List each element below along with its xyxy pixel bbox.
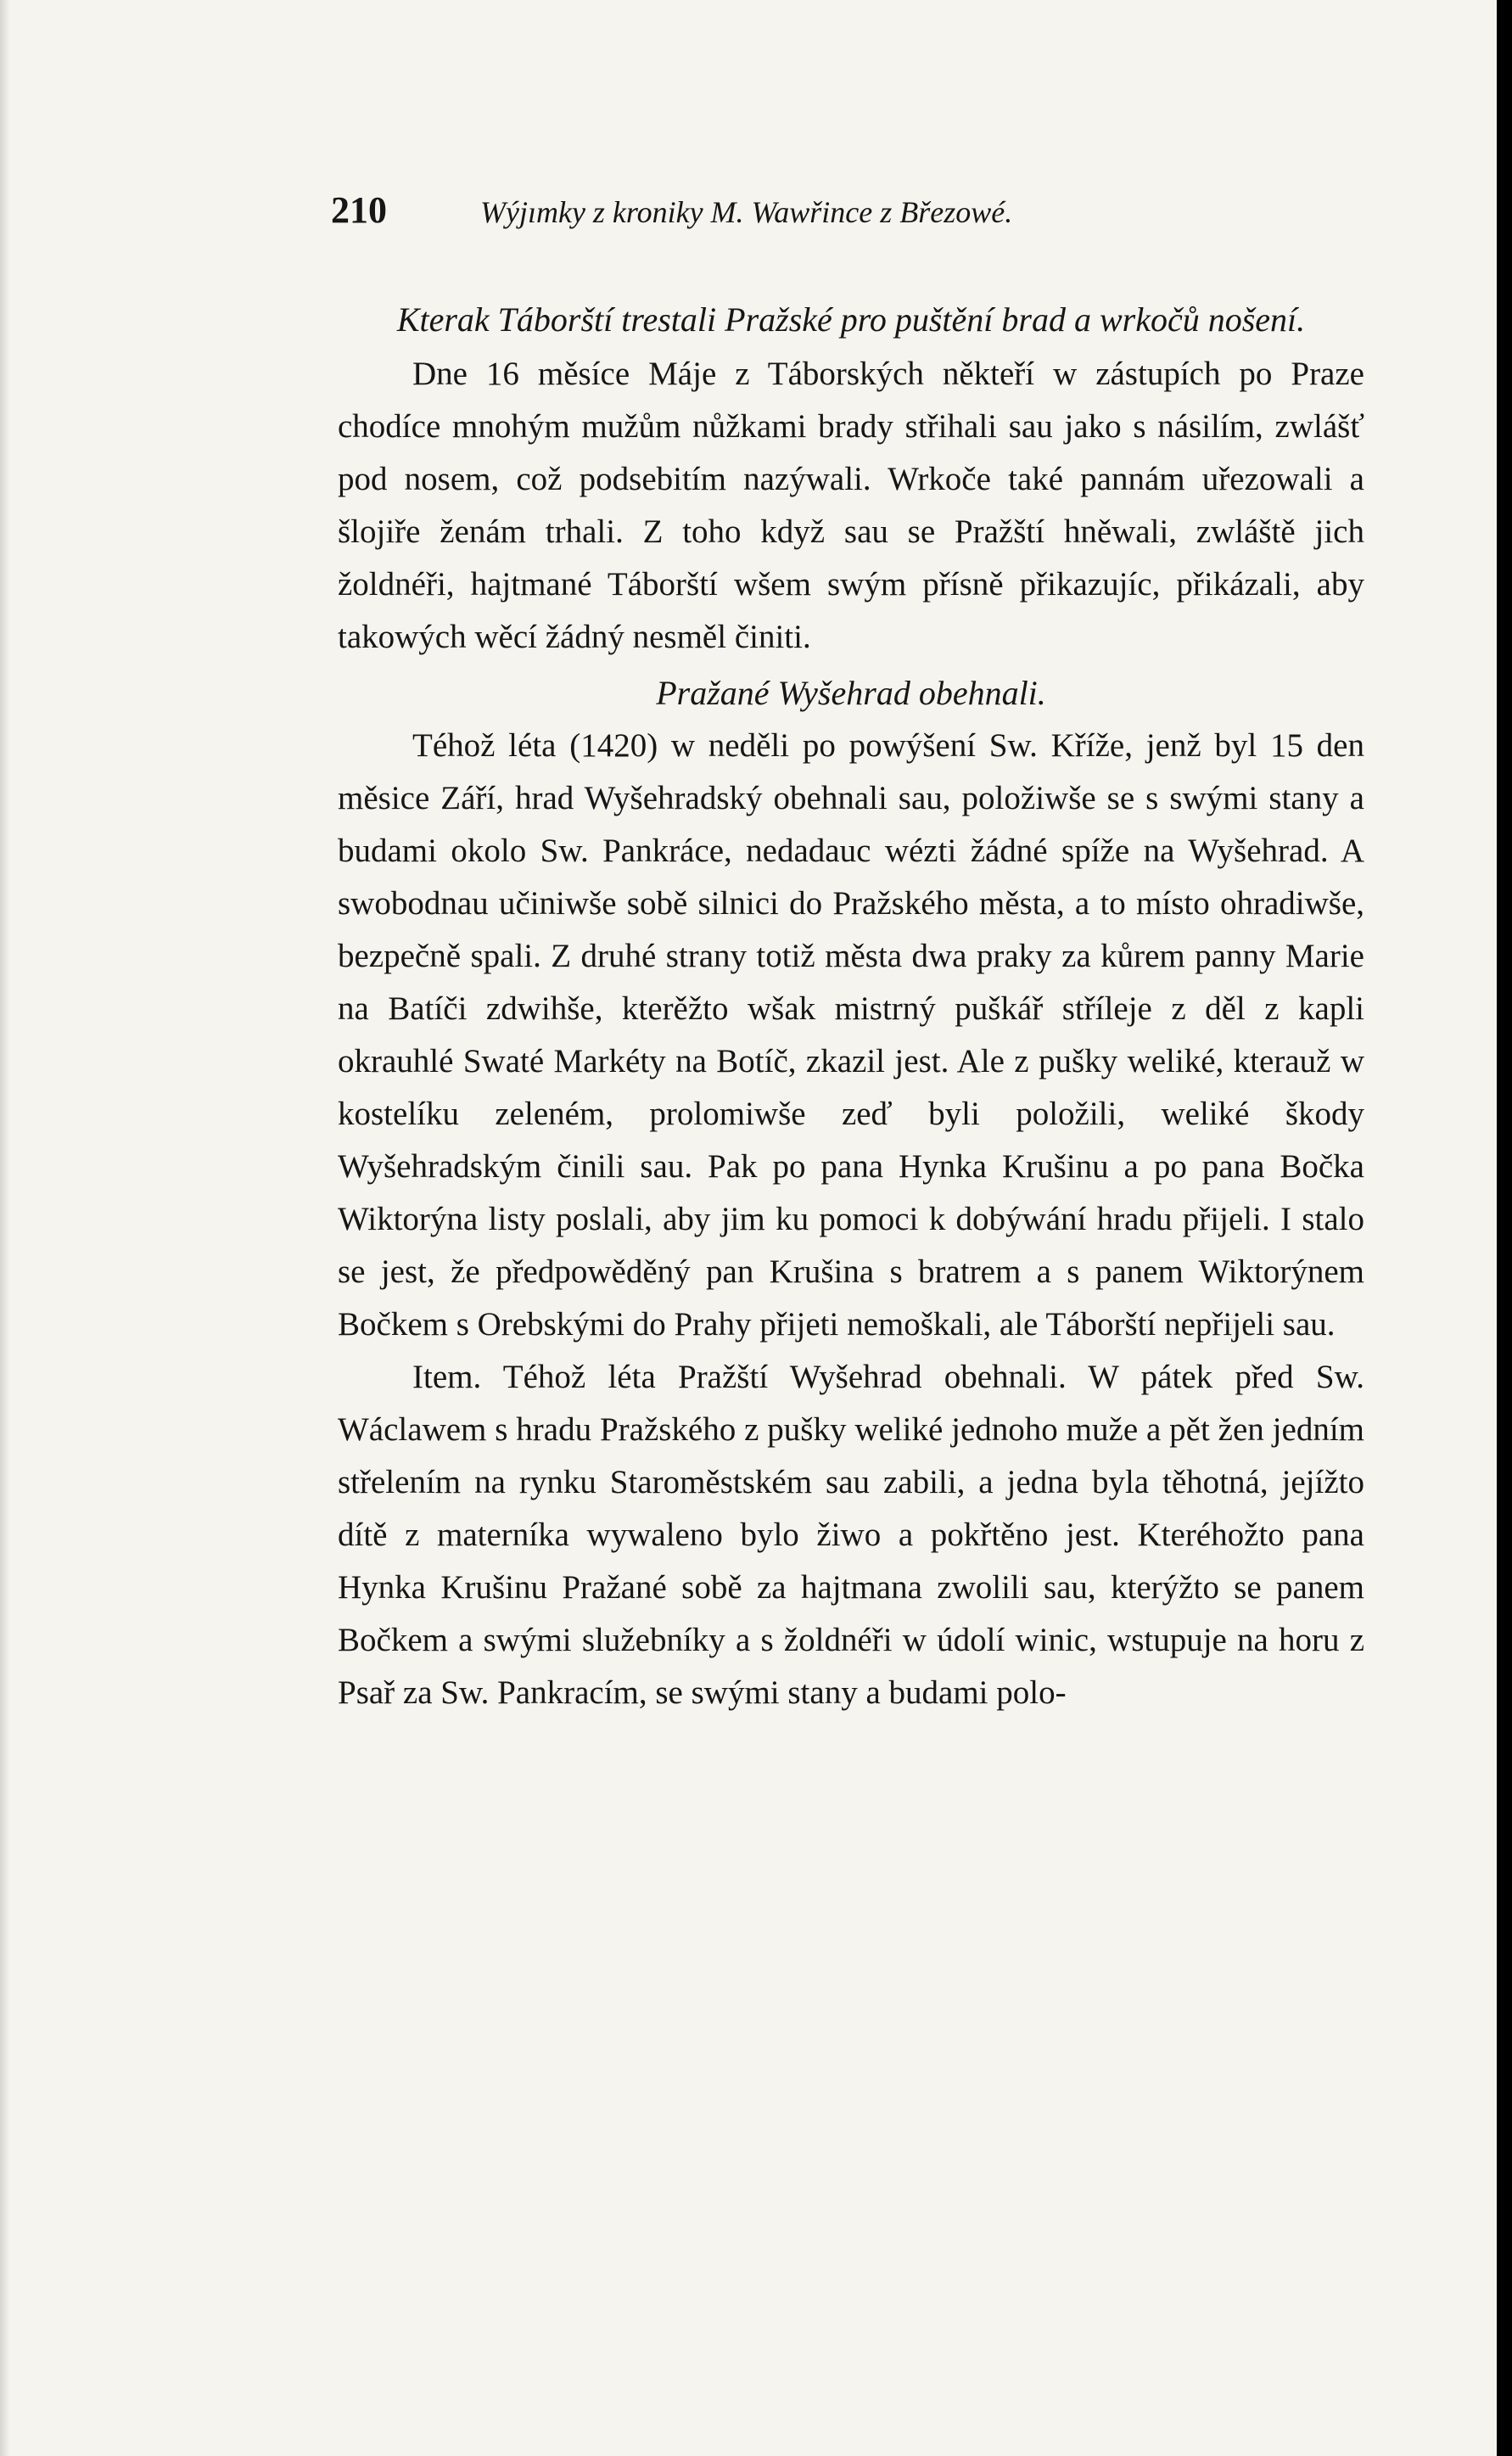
- text-block: [331, 188, 1364, 1719]
- page-number: 210: [331, 189, 387, 231]
- paragraph: Item. Téhož léta Pražští Wyšehrad obehnali. W pátek před Sw. Wáclawem s hradu Pražského z pušky weliké jednoho muže a pět žen jedním střelením na rynku Staroměstském sau zabili, a jedna byla těhotná, jejížto dítě z materníka wywaleno bylo žiwo a pokřtěno jest. Kteréhožto pana Hynka Krušinu Pražané sobě za hajtmana zwolili sau, kterýžto se panem Bočkem a swými služebníky a s žoldnéři w údolí winic, wstupuje na horu z Psař za Sw. Pankracím, se swými stany a budami polo-: [338, 1359, 1364, 1711]
- running-head: [331, 188, 1364, 256]
- page-gutter-shadow: [0, 0, 10, 2456]
- scan-border: [1497, 0, 1512, 2456]
- section-heading: Pražané Wyšehrad obehnali.: [656, 674, 1046, 712]
- paragraph: Dne 16 měsíce Máje z Táborských někteří w zástupích po Praze chodíce mnohým mužům nůžkami brady střihali sau jako s násilím, zwlášť pod nosem, což podsebitím nazýwali. Wrkoče také pannám uřezowali a šlojiře ženám trhali. Z toho když sau se Pražští hněwali, zwláště jich žoldnéři, hajtmané Táborští wšem swým přísně přikazujíc, přikázali, aby takowých wěcí žádný nesměl činiti.: [338, 356, 1364, 655]
- running-title: Wýjımky z kroniky M. Wawřince z Březowé.: [480, 195, 1013, 229]
- section-heading: Kterak Táborští trestali Pražské pro puštění brad a wrkočů nošení.: [396, 300, 1306, 339]
- paragraph: Téhož léta (1420) w neděli po powýšení Sw. Kříže, jenž byl 15 den měsice Září, hrad Wyšehradský obehnali sau, položiwše se s swými stany a budami okolo Sw. Pankráce, nedadauc wézti žádné spíže na Wyšehrad. A swobodnau učiniwše sobě silnici do Pražského města, a to místo ohradiwše, bezpečně spali. Z druhé strany totiž města dwa praky za kůrem panny Marie na Batíči zdwihše, kterěžto wšak mistrný puškář střílejе z děl z kapli okrauhlé Swaté Markéty na Botíč, zkazil jest. Ale z pušky weliké, kterauž w kostelíku zeleném, prolomiwše zeď byli položili, weliké škody Wyšehradským činili sau. Pak po pana Hynka Krušinu a po pana Bočka Wiktorýna listy poslali, aby jim ku pomoci k dobýwání hradu přijeli. I stalo se jest, že předpowěděný pan Krušina s bratrem a s panem Wiktorýnem Bočkem s Orebskými do Prahy přijeti nemoškali, ale Táborští nepřijeli sau.: [338, 727, 1364, 1343]
